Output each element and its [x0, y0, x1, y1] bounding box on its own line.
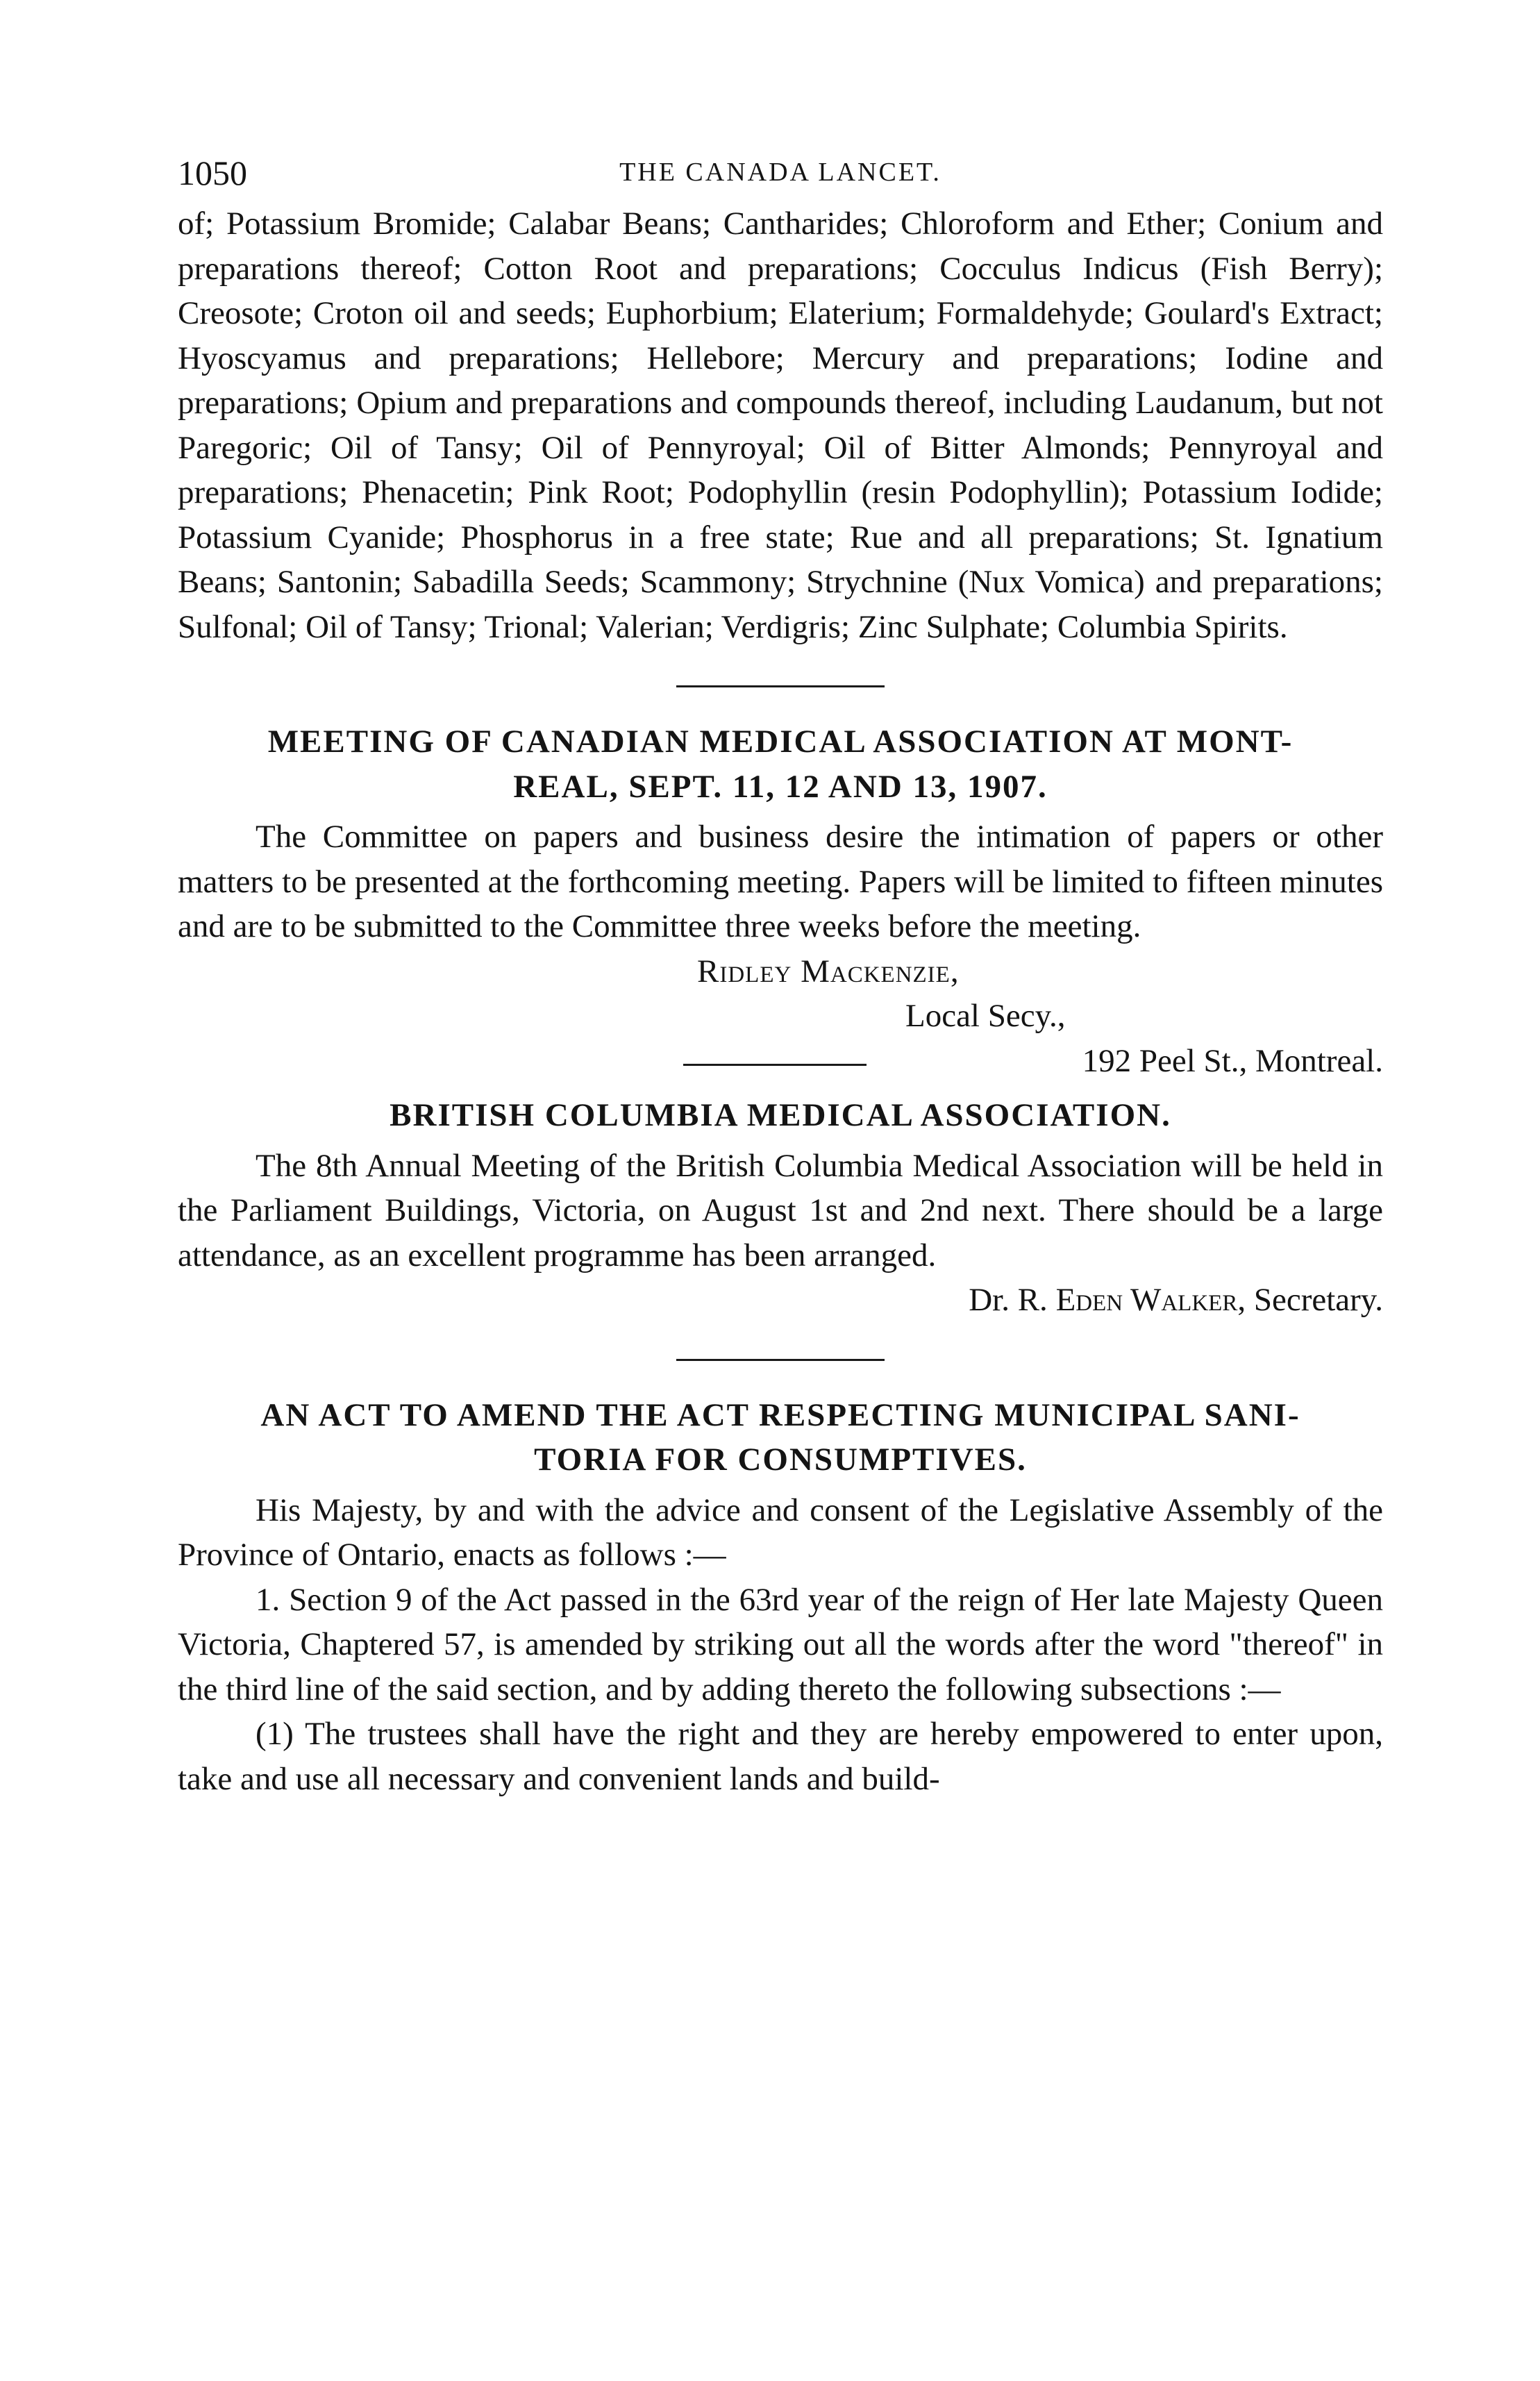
act-enacting-clause: His Majesty, by and with the advice and consent of the Legislative Assembly of the Province of Ontario, enacts as follows :— [178, 1492, 1383, 1573]
page-number: 1050 [178, 153, 247, 192]
signature-address: 192 Peel St., Montreal. [1082, 1042, 1383, 1079]
poisons-list-paragraph: of; Potassium Bromide; Calabar Beans; Cantharides; Chloroform and Ether; Conium and preparations thereof; Cotton Root and preparations; Cocculus Indicus (Fish Berry); Creosote; Croton oil and seeds; Euphorbium; Elaterium; Formaldehyde; Goulard's Extract; Hyoscyamus and preparations; Hellebore; Mercury and preparations; Iodine and preparations; Opium and preparations and compounds thereof, including Laudanum, but not Paregoric; Oil of Tansy; Oil of Pennyroyal; Oil of Bitter Almonds; Pennyroyal and preparations; Phenacetin; Pink Root; Podophyllin (resin Podophyllin); Potassium Iodide; Potassium Cyanide; Phosphorus in a free state; Rue and all preparations; St. Ignatium Beans; Santonin; Sabadilla Seeds; Scammony; Strychnine (Nux Vomica) and preparations; Sulfonal; Oil of Tansy; Trional; Valerian; Verdigris; Zinc Sulphate; Columbia Spirits. [178, 206, 1383, 645]
heading-line: MEETING OF CANADIAN MEDICAL ASSOCIATION AT MONT- [267, 724, 1294, 760]
signature-name: Eden Walker [1055, 1282, 1238, 1318]
bcma-body: The 8th Annual Meeting of the British Columbia Medical Association will be held in the Parliament Buildings, Victoria, on August 1st and 2nd next. There should be a large attendance, as an excellent programme has been arranged. [178, 1147, 1383, 1273]
heading-line: BRITISH COLUMBIA MEDICAL ASSOCIATION. [390, 1097, 1171, 1133]
journal-page [178, 153, 1383, 1801]
short-divider [683, 1064, 867, 1066]
running-head [178, 153, 1383, 201]
bcma-heading [178, 1093, 1383, 1138]
signature-prefix: Dr. R. [969, 1282, 1056, 1318]
signature-title: Local Secy., [905, 998, 1066, 1034]
heading-line: REAL, SEPT. 11, 12 AND 13, 1907. [513, 768, 1048, 805]
cma-meeting-body: The Committee on papers and business desire the intimation of papers or other matters to be presented at the forthcoming meeting. Papers will be limited to fifteen minutes and are to be submitted to the Committee three weeks before the meeting. [178, 819, 1383, 944]
section-divider [676, 1359, 885, 1361]
signature-address-row [178, 1039, 1383, 1084]
signature-name: Ridley Mackenzie, [697, 953, 960, 989]
act-subsection-1: (1) The trustees shall have the right and they are hereby empowered to enter upon, take and use all necessary and convenient lands and build- [178, 1716, 1383, 1797]
act-section-1: 1. Section 9 of the Act passed in the 63rd year of the reign of Her late Majesty Queen Victoria, Chaptered 57, is amended by striking out all the words after the word "thereof" in the third line of the said section, and by adding thereto the following subsections :— [178, 1581, 1383, 1707]
act-heading [178, 1393, 1383, 1482]
cma-signature [178, 949, 1383, 1084]
cma-meeting-heading [178, 719, 1383, 809]
section-divider [676, 685, 885, 687]
bcma-signature [178, 1278, 1383, 1323]
heading-line: TORIA FOR CONSUMPTIVES. [534, 1442, 1027, 1478]
heading-line: AN ACT TO AMEND THE ACT RESPECTING MUNICIPAL SANI- [260, 1396, 1300, 1433]
signature-suffix: , Secretary. [1237, 1282, 1383, 1318]
journal-title: THE CANADA LANCET. [619, 158, 941, 187]
